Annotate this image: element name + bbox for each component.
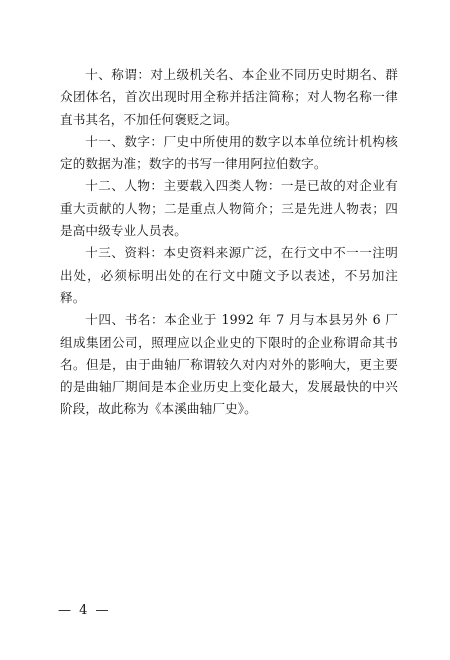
paragraph-people: 十二、人物：主要载入四类人物：一是已故的对企业有重大贡献的人物；二是重点人物简介；三是先进人物表；四是高中级专业人员表。 [60, 178, 398, 239]
paragraph-book-title: 十四、书名：本企业于 1992 年 7 月与本县另外 6 厂组成集团公司，照理应以企业史的下限时的企业称谓命其书名。但是，由于曲轴厂称谓较久对内对外的影响大，更主要的是曲轴厂期间是本企业历史上变化最大，发展最快的中兴阶段，故此称为《本溪曲轴厂史》。 [60, 312, 398, 417]
page-number: — 4 — [58, 603, 111, 618]
paragraph-sources: 十三、资料：本史资料来源广泛，在行文中不一一注明出处，必须标明出处的在行文中随文予以表述，不另加注释。 [60, 245, 398, 305]
paragraph-titles: 十、称谓：对上级机关名、本企业不同历史时期名、群众团体名，首次出现时用全称并括注简称；对人物名称一律直书其名，不加任何褒贬之词。 [60, 67, 398, 127]
paragraph-numbers: 十一、数字：厂史中所使用的数字以本单位统计机构核定的数据为准；数字的书写一律用阿拉伯数字。 [60, 133, 398, 172]
body-text [60, 64, 398, 421]
